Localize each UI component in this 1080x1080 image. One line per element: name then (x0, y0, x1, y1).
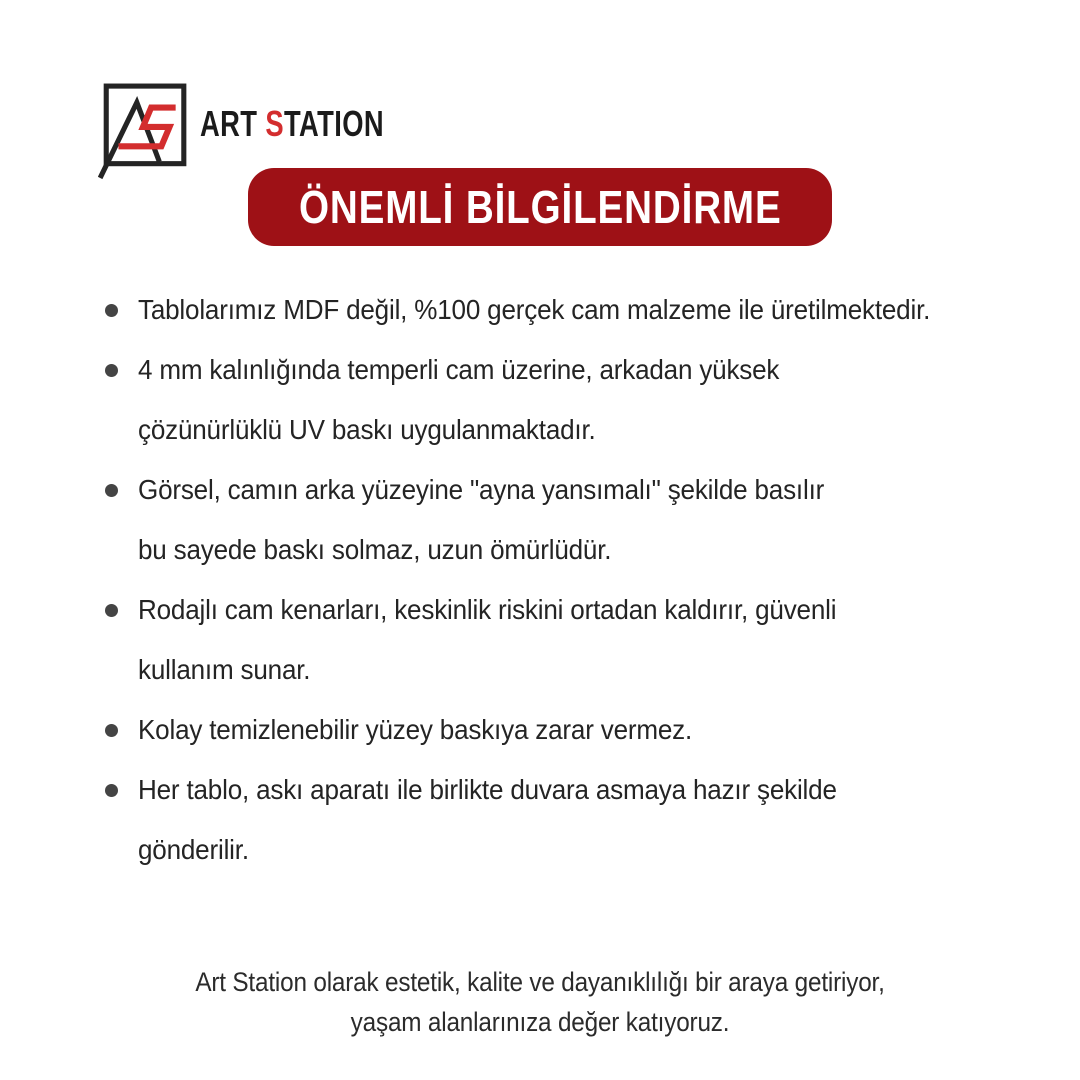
footer-line: Art Station olarak estetik, kalite ve dayanıklılığı bir araya getiriyor, (195, 967, 885, 997)
bullet-text: Tablolarımız MDF değil, %100 gerçek cam malzeme ile üretilmektedir. (138, 294, 931, 325)
list-item (105, 340, 1045, 460)
list-item (105, 280, 1045, 340)
list-item (105, 760, 1045, 880)
bullet-dot-icon (105, 604, 118, 617)
list-item (105, 460, 1045, 580)
art-station-logo-icon (98, 82, 190, 180)
list-item (105, 580, 1045, 700)
bullet-text: bu sayede baskı solmaz, uzun ömürlüdür. (138, 534, 612, 565)
brand-name-part1: ART (200, 103, 266, 144)
bullet-dot-icon (105, 784, 118, 797)
banner (248, 168, 832, 246)
brand-header (98, 82, 442, 180)
bullet-text: çözünürlüklü UV baskı uygulanmaktadır. (138, 414, 596, 445)
bullet-text: kullanım sunar. (138, 654, 311, 685)
bullet-list (105, 280, 1045, 880)
banner-title: ÖNEMLİ BİLGİLENDİRME (298, 181, 782, 233)
bullet-text: Her tablo, askı aparatı ile birlikte duvara asmaya hazır şekilde (138, 774, 837, 805)
bullet-text: 4 mm kalınlığında temperli cam üzerine, arkadan yüksek (138, 354, 780, 385)
bullet-dot-icon (105, 484, 118, 497)
footer-line: yaşam alanlarınıza değer katıyoruz. (350, 1007, 730, 1037)
footer-tagline (0, 962, 1080, 1042)
bullet-dot-icon (105, 724, 118, 737)
bullet-text: Kolay temizlenebilir yüzey baskıya zarar vermez. (138, 714, 693, 745)
brand-name (200, 103, 384, 145)
list-item (105, 700, 1045, 760)
bullet-text: gönderilir. (138, 834, 249, 865)
brand-name-part2: S (265, 103, 284, 144)
bullet-text: Rodajlı cam kenarları, keskinlik riskini ortadan kaldırır, güvenli (138, 594, 837, 625)
bullet-dot-icon (105, 364, 118, 377)
bullet-text: Görsel, camın arka yüzeyine "ayna yansımalı" şekilde basılır (138, 474, 825, 505)
bullet-dot-icon (105, 304, 118, 317)
brand-name-part3: TATION (283, 103, 385, 144)
